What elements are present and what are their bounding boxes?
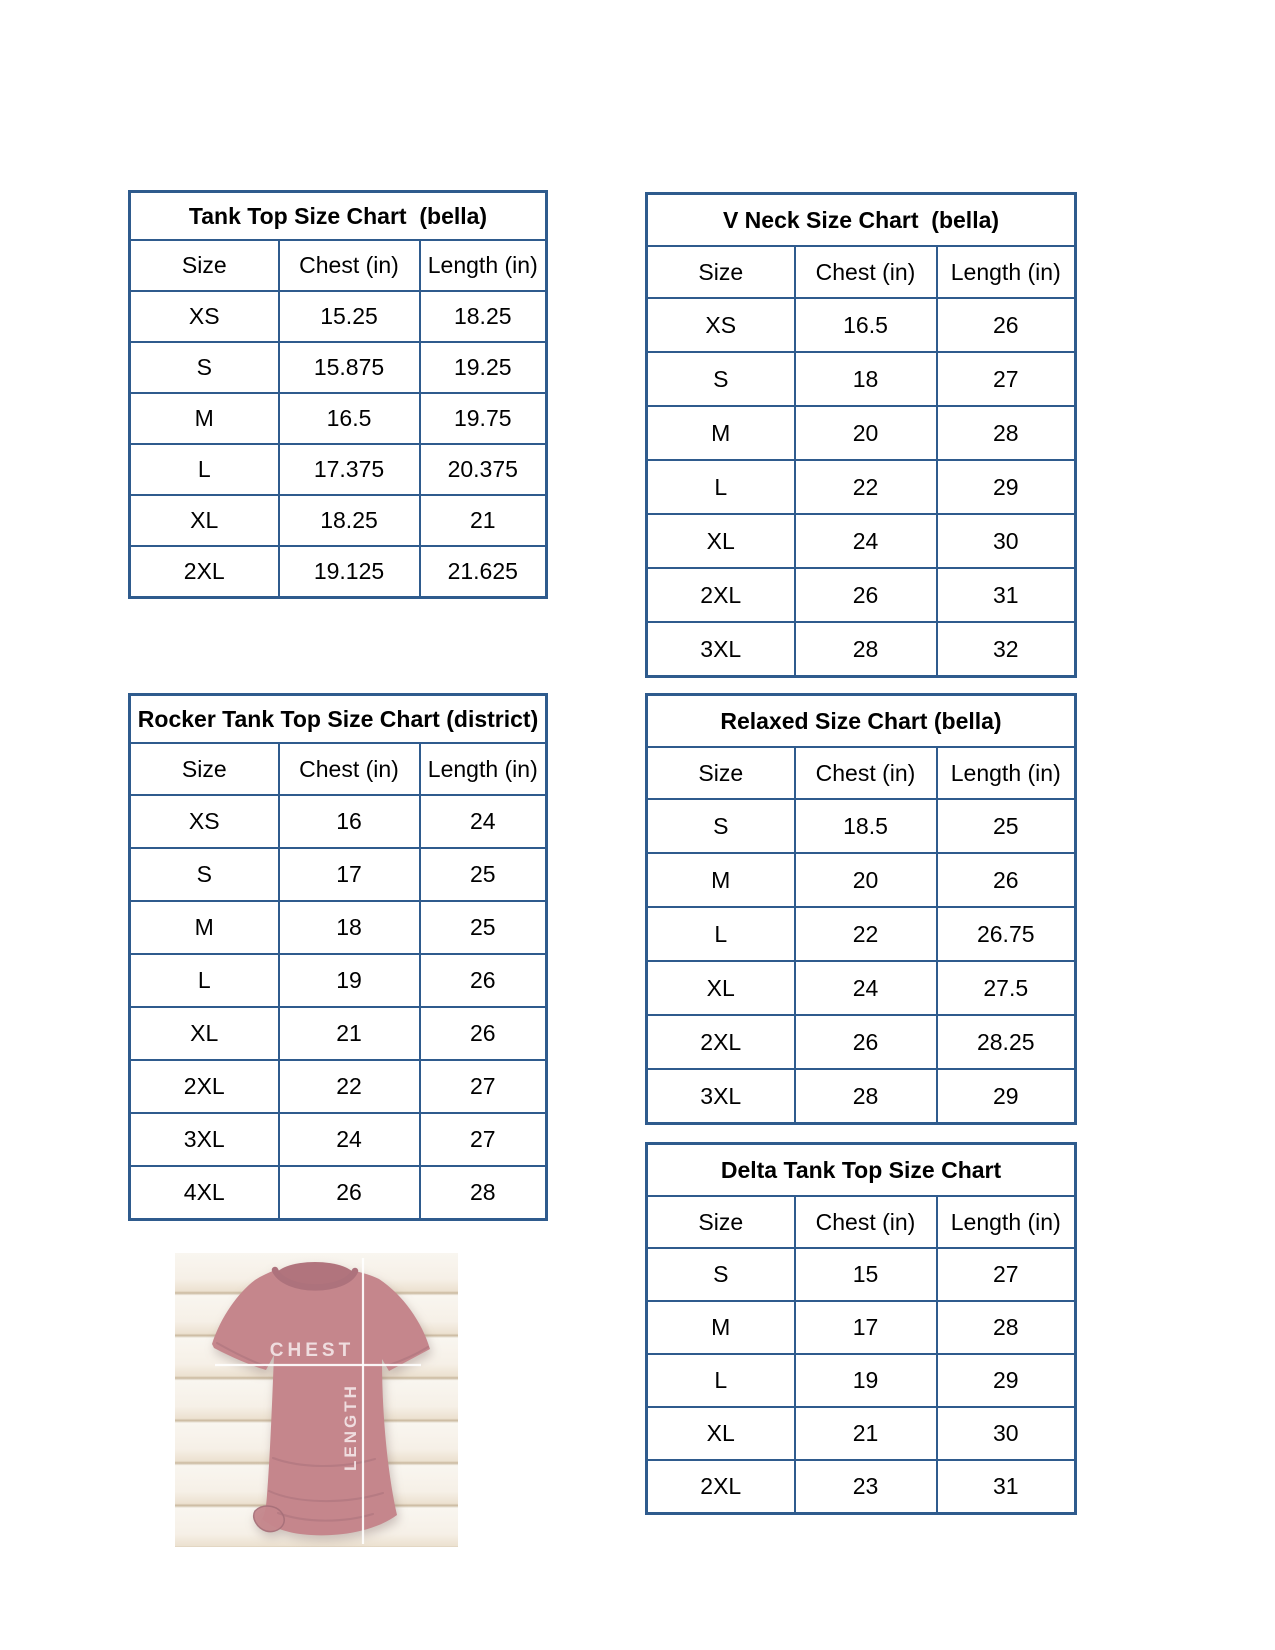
table-row	[647, 406, 1076, 460]
table-cell: 25	[937, 799, 1076, 853]
table-cell: 30	[937, 514, 1076, 568]
table-cell: S	[647, 799, 795, 853]
table-row	[647, 853, 1076, 907]
table-cell: 22	[279, 1060, 420, 1113]
header-row	[130, 240, 547, 291]
table-cell: XL	[647, 961, 795, 1015]
table-cell: 29	[937, 1354, 1076, 1407]
table-cell: 16.5	[279, 393, 420, 444]
tshirt-knot	[254, 1506, 285, 1532]
column-header: Size	[130, 240, 279, 291]
table-cell: 29	[937, 460, 1076, 514]
column-header: Size	[647, 246, 795, 298]
table-cell: 26	[937, 298, 1076, 352]
table-row	[647, 298, 1076, 352]
table-cell: 26.75	[937, 907, 1076, 961]
table-row	[130, 495, 547, 546]
length-label: LENGTH	[341, 1383, 360, 1471]
table-cell: 2XL	[130, 546, 279, 598]
table-row	[647, 568, 1076, 622]
column-header: Size	[647, 1196, 795, 1248]
table-row	[130, 1113, 547, 1166]
table-cell: 2XL	[647, 1460, 795, 1514]
table-row	[647, 961, 1076, 1015]
table-row	[130, 393, 547, 444]
table-cell: 19	[795, 1354, 937, 1407]
table-cell: L	[647, 907, 795, 961]
table-cell: 19	[279, 954, 420, 1007]
table-cell: 19.75	[420, 393, 547, 444]
table-cell: 24	[279, 1113, 420, 1166]
table-cell: S	[647, 352, 795, 406]
table-cell: M	[647, 1301, 795, 1354]
tshirt-body	[212, 1270, 430, 1535]
table-row	[647, 1354, 1076, 1407]
column-header: Chest (in)	[795, 1196, 937, 1248]
table-cell: 26	[420, 1007, 547, 1060]
table-cell: 15.25	[279, 291, 420, 342]
table-cell: 31	[937, 568, 1076, 622]
table-row	[647, 1069, 1076, 1124]
table-cell: L	[130, 444, 279, 495]
table-cell: 28	[795, 1069, 937, 1124]
table-cell: 15.875	[279, 342, 420, 393]
table-cell: 20	[795, 406, 937, 460]
table-row	[647, 460, 1076, 514]
column-header: Length (in)	[937, 747, 1076, 799]
table-row	[647, 352, 1076, 406]
table-row	[130, 342, 547, 393]
table-cell: 23	[795, 1460, 937, 1514]
table-cell: 16	[279, 795, 420, 848]
table-row	[130, 795, 547, 848]
table-cell: 19.25	[420, 342, 547, 393]
relaxed-size-chart-table	[645, 693, 1074, 1125]
header-row	[647, 246, 1076, 298]
rocker-tank-top-district	[128, 693, 548, 1221]
table-cell: 26	[937, 853, 1076, 907]
table-cell: L	[130, 954, 279, 1007]
table-cell: 15	[795, 1248, 937, 1301]
table-cell: 21	[279, 1007, 420, 1060]
table-cell: M	[647, 853, 795, 907]
table-cell: 3XL	[130, 1113, 279, 1166]
table-row	[130, 1166, 547, 1220]
column-header: Chest (in)	[279, 240, 420, 291]
delta-tank-top-size-chart-table	[645, 1142, 1074, 1515]
table-row	[647, 622, 1076, 677]
column-header: Chest (in)	[279, 743, 420, 795]
v-neck-size-chart-table	[645, 192, 1074, 678]
table-cell: 26	[279, 1166, 420, 1220]
table-cell: XL	[130, 495, 279, 546]
table-row	[647, 799, 1076, 853]
chest-label: CHEST	[269, 1340, 355, 1361]
table-cell: S	[647, 1248, 795, 1301]
table-cell: 24	[420, 795, 547, 848]
table-cell: S	[130, 848, 279, 901]
delta-tank-top	[645, 1142, 1077, 1515]
table-title: Rocker Tank Top Size Chart (district)	[130, 695, 547, 744]
table-cell: XS	[130, 291, 279, 342]
table-cell: 19.125	[279, 546, 420, 598]
table-row	[647, 514, 1076, 568]
table-cell: 18	[795, 352, 937, 406]
table-cell: 24	[795, 514, 937, 568]
table-cell: 17	[795, 1301, 937, 1354]
table-cell: XL	[647, 1407, 795, 1460]
table-cell: 3XL	[647, 1069, 795, 1124]
table-row	[130, 1060, 547, 1113]
table-cell: XL	[647, 514, 795, 568]
table-row	[647, 1407, 1076, 1460]
table-cell: 2XL	[647, 1015, 795, 1069]
table-row	[647, 907, 1076, 961]
table-cell: XS	[130, 795, 279, 848]
table-row	[647, 1301, 1076, 1354]
relaxed-bella	[645, 693, 1077, 1125]
table-cell: 2XL	[130, 1060, 279, 1113]
v-neck-bella	[645, 192, 1077, 678]
column-header: Length (in)	[937, 246, 1076, 298]
table-cell: L	[647, 460, 795, 514]
table-cell: 26	[795, 568, 937, 622]
column-header: Chest (in)	[795, 246, 937, 298]
table-row	[130, 546, 547, 598]
table-cell: 18.5	[795, 799, 937, 853]
column-header: Length (in)	[420, 240, 547, 291]
header-row	[647, 1196, 1076, 1248]
table-cell: 25	[420, 848, 547, 901]
table-row	[130, 444, 547, 495]
table-row	[130, 1007, 547, 1060]
table-cell: XL	[130, 1007, 279, 1060]
table-cell: 21.625	[420, 546, 547, 598]
table-cell: L	[647, 1354, 795, 1407]
table-cell: S	[130, 342, 279, 393]
table-cell: 26	[795, 1015, 937, 1069]
table-cell: 28.25	[937, 1015, 1076, 1069]
tank-top-size-chart-table	[128, 190, 545, 599]
column-header: Length (in)	[937, 1196, 1076, 1248]
table-row	[130, 901, 547, 954]
tshirt-shape	[212, 1262, 430, 1535]
table-cell: 31	[937, 1460, 1076, 1514]
table-cell: XS	[647, 298, 795, 352]
column-header: Size	[130, 743, 279, 795]
table-cell: 28	[937, 406, 1076, 460]
table-cell: 28	[420, 1166, 547, 1220]
rocker-tank-top-size-chart-table	[128, 693, 545, 1221]
table-cell: M	[130, 901, 279, 954]
tshirt-illustration	[175, 1253, 458, 1547]
header-row	[130, 743, 547, 795]
tshirt-measurement-photo	[175, 1253, 458, 1547]
table-cell: 3XL	[647, 622, 795, 677]
table-cell: 16.5	[795, 298, 937, 352]
table-cell: 25	[420, 901, 547, 954]
table-row	[130, 291, 547, 342]
tank-top-bella	[128, 190, 548, 599]
table-cell: 24	[795, 961, 937, 1015]
table-cell: 17.375	[279, 444, 420, 495]
column-header: Chest (in)	[795, 747, 937, 799]
table-cell: 26	[420, 954, 547, 1007]
table-cell: 20	[795, 853, 937, 907]
table-cell: 17	[279, 848, 420, 901]
table-title: Delta Tank Top Size Chart	[647, 1144, 1076, 1197]
table-cell: 32	[937, 622, 1076, 677]
table-title: Relaxed Size Chart (bella)	[647, 695, 1076, 748]
table-title: Tank Top Size Chart (bella)	[130, 192, 547, 241]
table-cell: M	[130, 393, 279, 444]
table-row	[647, 1460, 1076, 1514]
table-row	[130, 848, 547, 901]
table-cell: 29	[937, 1069, 1076, 1124]
column-header: Length (in)	[420, 743, 547, 795]
table-cell: 18.25	[279, 495, 420, 546]
table-cell: 27	[420, 1060, 547, 1113]
table-cell: 30	[937, 1407, 1076, 1460]
table-cell: 22	[795, 907, 937, 961]
table-title: V Neck Size Chart (bella)	[647, 194, 1076, 247]
table-cell: 21	[420, 495, 547, 546]
table-cell: 4XL	[130, 1166, 279, 1220]
column-header: Size	[647, 747, 795, 799]
table-cell: 21	[795, 1407, 937, 1460]
table-cell: 28	[795, 622, 937, 677]
header-row	[647, 747, 1076, 799]
table-cell: 22	[795, 460, 937, 514]
table-row	[130, 954, 547, 1007]
table-cell: 28	[937, 1301, 1076, 1354]
table-row	[647, 1248, 1076, 1301]
table-row	[647, 1015, 1076, 1069]
table-cell: 27	[420, 1113, 547, 1166]
table-cell: 27	[937, 352, 1076, 406]
table-cell: M	[647, 406, 795, 460]
table-cell: 20.375	[420, 444, 547, 495]
table-cell: 18	[279, 901, 420, 954]
table-cell: 27	[937, 1248, 1076, 1301]
table-cell: 18.25	[420, 291, 547, 342]
table-cell: 27.5	[937, 961, 1076, 1015]
table-cell: 2XL	[647, 568, 795, 622]
